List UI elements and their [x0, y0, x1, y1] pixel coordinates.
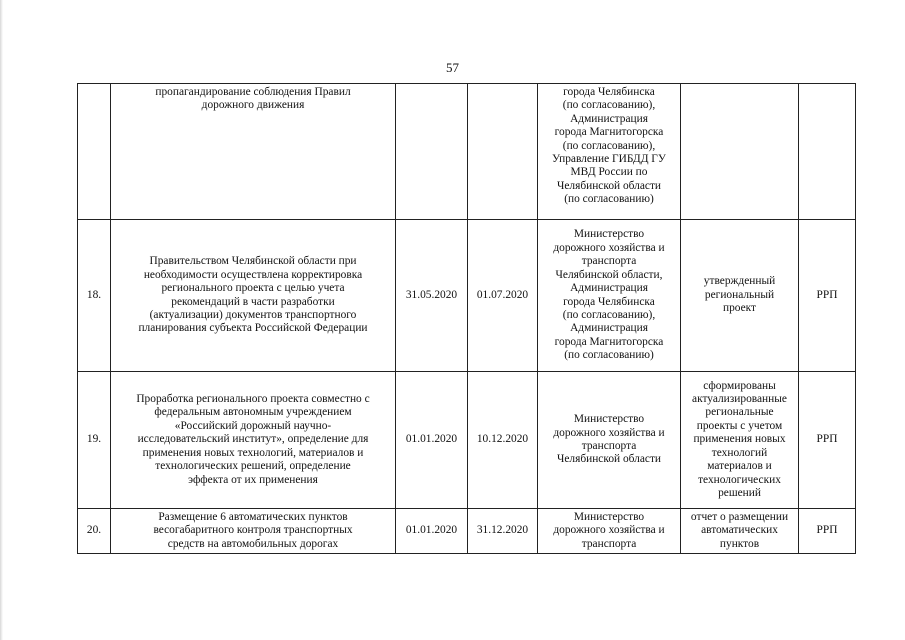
end-date-cell: 31.12.2020	[468, 509, 538, 554]
description-cell: Размещение 6 автоматических пунктов весогабаритного контроля транспортных средств на автомобильных дорогах	[111, 509, 396, 554]
row-number-cell: 20.	[78, 509, 111, 554]
result-cell: отчет о размещении автоматических пунктов	[681, 509, 799, 554]
start-date-cell: 01.01.2020	[396, 509, 468, 554]
responsible-cell: Министерство дорожного хозяйства и транспорта Челябинской области	[538, 372, 681, 509]
end-date-cell: 01.07.2020	[468, 220, 538, 372]
responsible-cell: Министерство дорожного хозяйства и транспорта Челябинской области, Администрация города Челябинска (по согласованию), Администрация города Магнитогорска (по согласованию)	[538, 220, 681, 372]
responsible-cell: города Челябинска (по согласованию), Администрация города Магнитогорска (по согласованию), Управление ГИБДД ГУ МВД России по Челябинской области (по согласованию)	[538, 84, 681, 220]
row-number-cell	[78, 84, 111, 220]
end-date-cell	[468, 84, 538, 220]
responsible-cell: Министерство дорожного хозяйства и транспорта	[538, 509, 681, 554]
doc-type-cell: РРП	[799, 372, 856, 509]
table-row	[78, 220, 856, 372]
table-row	[78, 84, 856, 220]
end-date-cell: 10.12.2020	[468, 372, 538, 509]
start-date-cell: 31.05.2020	[396, 220, 468, 372]
description-cell: Проработка регионального проекта совместно с федеральным автономным учреждением «Российский дорожный научно- исследовательский институт», определение для применения новых технологий, материалов и технологических решений, определение эффекта от их применения	[111, 372, 396, 509]
table-row	[78, 509, 856, 554]
doc-type-cell	[799, 84, 856, 220]
table-row	[78, 372, 856, 509]
description-cell: Правительством Челябинской области при необходимости осуществлена корректировка регионального проекта с целью учета рекомендаций в части разработки (актуализации) документов транспортного планирования субъекта Российской Федерации	[111, 220, 396, 372]
measures-table	[77, 83, 856, 554]
result-cell	[681, 84, 799, 220]
row-number-cell: 18.	[78, 220, 111, 372]
doc-type-cell: РРП	[799, 509, 856, 554]
page-number: 57	[446, 60, 459, 75]
start-date-cell: 01.01.2020	[396, 372, 468, 509]
start-date-cell	[396, 84, 468, 220]
doc-type-cell: РРП	[799, 220, 856, 372]
description-cell: пропагандирование соблюдения Правил дорожного движения	[111, 84, 396, 220]
result-cell: сформированы актуализированные региональные проекты с учетом применения новых технологий материалов и технологических решений	[681, 372, 799, 509]
row-number-cell: 19.	[78, 372, 111, 509]
scan-edge-shadow	[0, 0, 3, 640]
result-cell: утвержденный региональный проект	[681, 220, 799, 372]
